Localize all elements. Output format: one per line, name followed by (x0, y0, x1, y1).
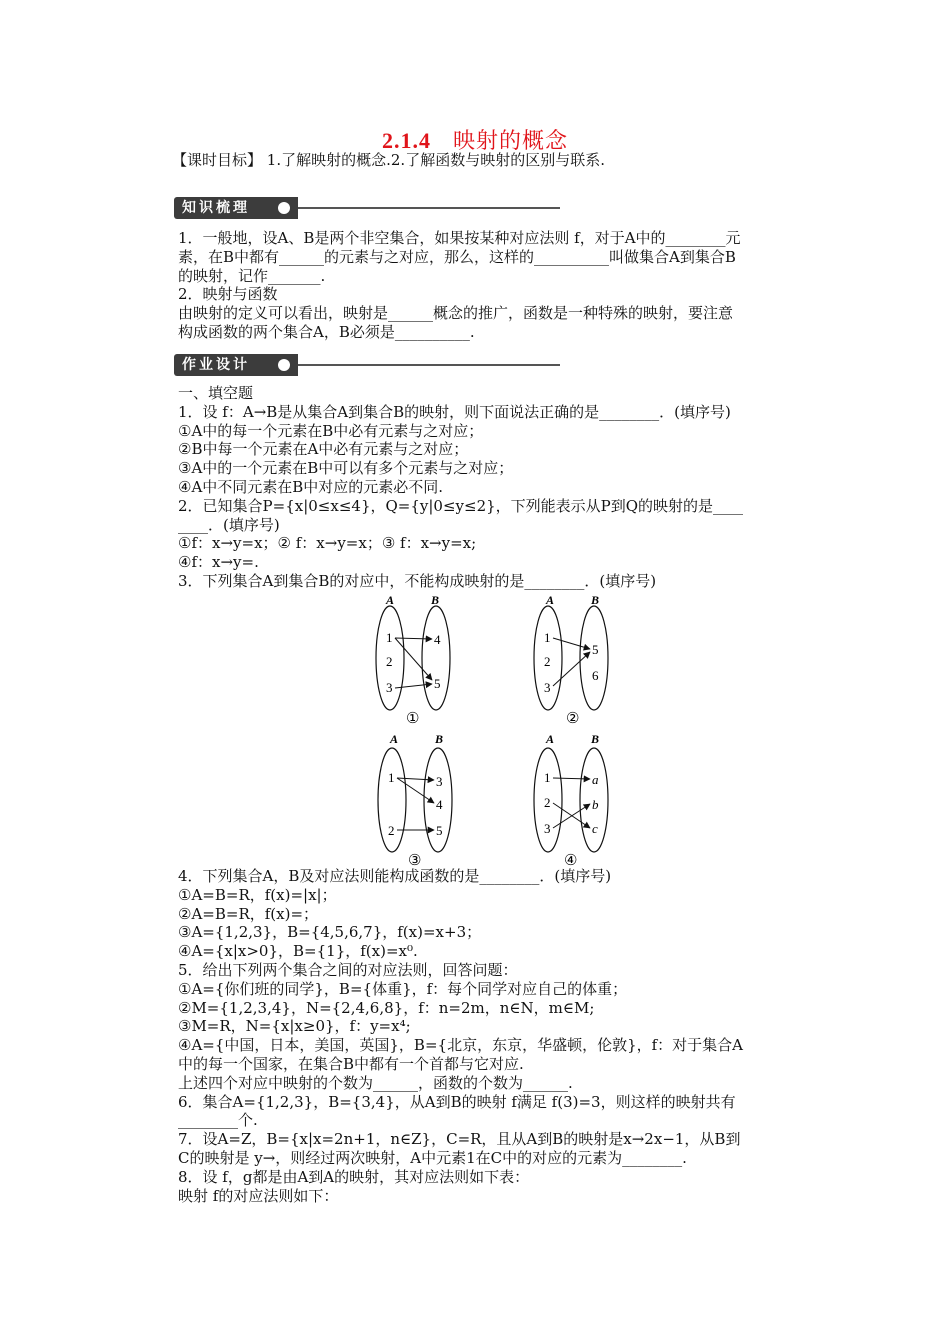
text-line: ④A={中国，日本，美国，英国}，B={北京，东京，华盛顿，伦敦}，f：对于集合A (178, 1036, 744, 1055)
review-section-banner (174, 197, 560, 219)
text-line: ________个. (178, 1111, 258, 1130)
text-line: 一、填空题 (178, 384, 254, 402)
set-b-label: B (591, 593, 600, 607)
element-label: 5 (592, 642, 599, 657)
text-line: ____．(填序号) (178, 515, 280, 534)
text-line: 6．集合A={1,2,3}，B={3,4}，从A到B的映射 f满足 f(3)=3，则这样的映射共有 (178, 1092, 736, 1111)
element-label: b (592, 797, 599, 812)
diagram-4 (534, 732, 608, 869)
text-line: 中的每一个国家，在集合B中都有一个首都与它对应. (178, 1054, 524, 1073)
mapping-arrow (395, 638, 432, 639)
text-line: 1．设 f：A→B是从集合A到集合B的映射，则下面说法正确的是________．(填序号) (178, 402, 731, 421)
set-a-label: A (386, 593, 395, 607)
text-line: ③A={1,2,3}，B={4,5,6,7}，f(x)=x+3； (178, 923, 482, 942)
banner-rule (298, 207, 560, 209)
element-label: 1 (544, 630, 551, 645)
mapping-arrow (553, 778, 590, 779)
diagram-2 (534, 593, 608, 727)
text-line: ②M={1,2,3,4}，N={2,4,6,8}，f：n=2m，n∈N，m∈M; (178, 998, 595, 1017)
element-label: 2 (544, 654, 551, 669)
homework-section-banner (174, 354, 560, 376)
text-line: 5．给出下列两个集合之间的对应法则，回答问题： (178, 960, 518, 979)
set-a-label: A (546, 593, 555, 607)
mapping-arrow (397, 778, 434, 803)
banner-rule (298, 364, 560, 366)
mapping-arrow (395, 638, 432, 680)
element-label: 3 (386, 680, 393, 695)
set-b-label: B (431, 593, 440, 607)
diagram-caption: ② (566, 711, 580, 727)
text-line: 素，在B中都有______的元素与之对应，那么，这样的__________叫做集合A到集合B (178, 247, 736, 266)
diagram-3 (378, 732, 452, 869)
element-label: 5 (436, 823, 443, 838)
text-line: ④A中不同元素在B中对应的元素必不同. (178, 477, 444, 496)
review-section-title: 知识梳理 (174, 197, 298, 219)
objective-label: 【课时目标】 (172, 151, 263, 169)
element-label: 2 (544, 795, 551, 810)
text-line: 4．下列集合A，B及对应法则能构成函数的是________．(填序号) (178, 867, 612, 885)
text-line: ③A中的一个元素在B中可以有多个元素与之对应； (178, 459, 514, 478)
text-line: 3．下列集合A到集合B的对应中，不能构成映射的是________．(填序号) (178, 571, 657, 590)
mapping-arrow (395, 684, 432, 688)
text-line: 上述四个对应中映射的个数为______，函数的个数为______. (178, 1073, 573, 1092)
text-line: 2．映射与函数 (178, 285, 278, 304)
text-line: 2．已知集合P={x|0≤x≤4}，Q={y|0≤y≤2}，下列能表示从P到Q的映射的是____ (178, 496, 744, 515)
homework-content-part1 (178, 384, 810, 591)
element-label: 2 (386, 654, 393, 669)
element-label: c (592, 821, 598, 836)
set-b-label: B (591, 732, 600, 746)
mapping-arrow (553, 638, 590, 649)
set-a-label: A (546, 732, 555, 746)
element-label: 6 (592, 668, 599, 683)
text-line: ②A=B=R，f(x)=； (178, 904, 319, 923)
text-line: C的映射是 y→，则经过两次映射，A中元素1在C中的对应的元素为________. (178, 1148, 687, 1167)
text-line: 7．设A=Z，B={x|x=2n+1，n∈Z}，C=R，且从A到B的映射是x→2x−1，从B到 (178, 1130, 741, 1149)
text-line: ①A中的每一个元素在B中必有元素与之对应； (178, 421, 484, 440)
set-a-label: A (390, 732, 399, 746)
text-line: 8．设 f，g都是由A到A的映射，其对应法则如下表： (178, 1167, 530, 1186)
review-content (178, 229, 810, 342)
element-label: 3 (544, 821, 551, 836)
text-line: 映射 f的对应法则如下： (178, 1186, 339, 1205)
element-label: 1 (544, 770, 551, 785)
element-label: 5 (434, 676, 441, 691)
text-line: 由映射的定义可以看出，映射是______概念的推广，函数是一种特殊的映射，要注意 (178, 304, 734, 323)
element-label: 1 (388, 770, 395, 785)
banner-dot-icon (278, 202, 290, 214)
text-line: ②B中每一个元素在A中必有元素与之对应； (178, 440, 469, 459)
text-line: 1．一般地，设A、B是两个非空集合，如果按某种对应法则 f，对于A中的________元 (178, 229, 741, 247)
text-line: ①A={你们班的同学}，B={体重}，f：每个同学对应自己的体重； (178, 979, 628, 998)
mapping-arrow (553, 652, 590, 686)
element-label: 4 (436, 797, 443, 812)
diagram-caption: ④ (564, 853, 578, 869)
element-label: a (592, 772, 599, 787)
set-b-label: B (435, 732, 444, 746)
text-line: ①A=B=R，f(x)=|x|； (178, 885, 337, 904)
lesson-objective (172, 149, 605, 170)
objective-text: 1.了解映射的概念.2.了解函数与映射的区别与联系. (266, 151, 605, 169)
diagram-caption: ③ (408, 853, 422, 869)
element-label: 1 (386, 630, 393, 645)
text-line: 构成函数的两个集合A，B必须是__________. (178, 322, 475, 341)
set-b-ellipse (422, 606, 450, 710)
diagram-caption: ① (406, 711, 420, 727)
title-number: 2.1.4 (381, 128, 431, 153)
text-line: 的映射，记作_______. (178, 266, 326, 285)
homework-content-part2 (178, 867, 810, 1205)
element-label: 3 (544, 680, 551, 695)
mapping-diagrams (360, 590, 660, 870)
diagram-1 (376, 593, 450, 727)
text-line: ④f：x→y=. (178, 553, 259, 572)
homework-section-title: 作业设计 (174, 354, 298, 376)
element-label: 2 (388, 823, 395, 838)
mapping-arrow (397, 778, 434, 780)
banner-dot-icon (278, 359, 290, 371)
text-line: ④A={x|x>0}，B={1}，f(x)=x⁰. (178, 942, 418, 961)
text-line: ③M=R，N={x|x≥0}，f：y=x⁴; (178, 1017, 411, 1036)
title-text: 映射的概念 (452, 129, 568, 154)
text-line: ①f：x→y=x；② f：x→y=x；③ f：x→y=x; (178, 534, 477, 553)
element-label: 4 (434, 632, 441, 647)
element-label: 3 (436, 774, 443, 789)
